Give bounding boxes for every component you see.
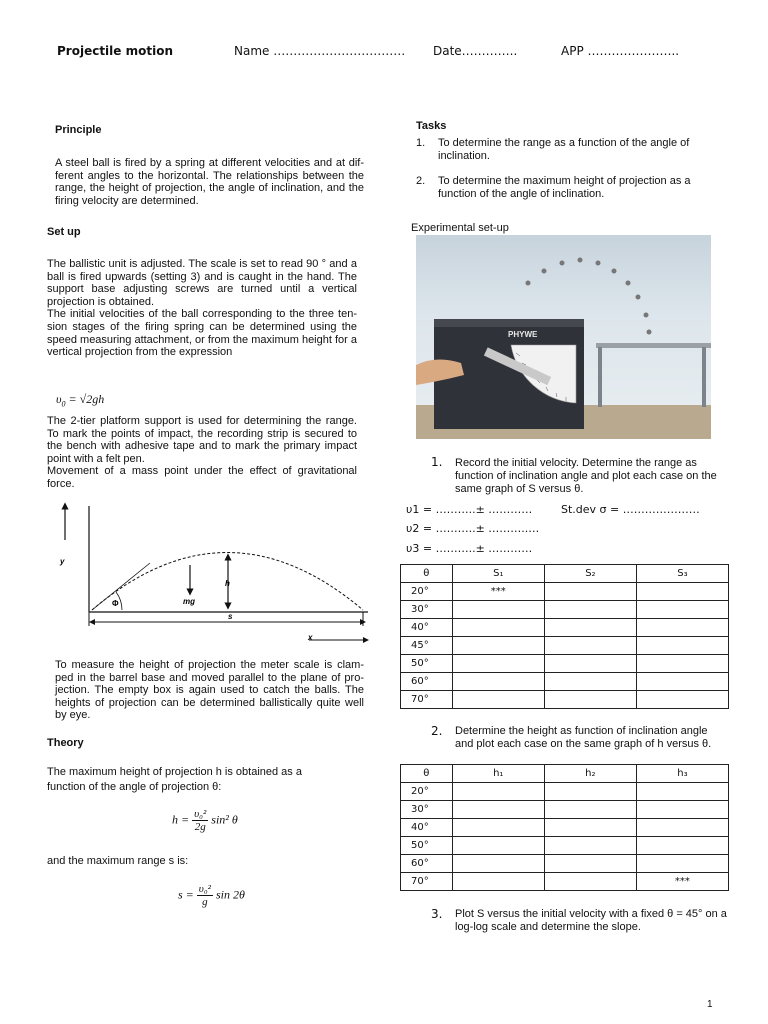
table-cell[interactable]: [636, 655, 728, 673]
setup-paragraph-1: The ballistic unit is adjusted. The scale is set to read 90 ° and a ball is fired upwards (setting 3) and is caught in the hand. The support base adjusting screws are turned until a vertical projection is obtained.: [47, 258, 357, 308]
height-formula-lhs: h =: [172, 812, 190, 827]
table-row: [401, 673, 729, 691]
task-2-text: To determine the maximum height of projection as a function of the angle of inclination.: [438, 175, 691, 200]
angle-cell: 30°: [401, 801, 453, 819]
angle-cell: 50°: [401, 837, 453, 855]
angle-cell: 70°: [401, 873, 453, 891]
table-cell[interactable]: [544, 783, 636, 801]
theory-text: The maximum height of projection h is obtained as a function of the angle of projection θ:: [47, 766, 302, 793]
table-header-cell: h₁: [452, 765, 544, 783]
table-cell[interactable]: ***: [452, 583, 544, 601]
range-table: [400, 564, 729, 709]
table-cell[interactable]: [636, 801, 728, 819]
table-header-cell: h₂: [544, 765, 636, 783]
table-cell[interactable]: [452, 855, 544, 873]
theory-heading: Theory: [47, 737, 84, 749]
table-cell[interactable]: ***: [636, 873, 728, 891]
projectile-diagram: [50, 500, 375, 650]
height-formula-den: 2g: [194, 821, 206, 833]
velocity-1-line: υ1 = ………..± …………: [406, 503, 533, 516]
experimental-setup-photo: [416, 235, 711, 439]
table-header-cell: S₃: [636, 565, 728, 583]
table-cell[interactable]: [544, 837, 636, 855]
question-1-number: 1.: [431, 455, 443, 469]
task-1-number: 1.: [416, 137, 426, 149]
table-cell[interactable]: [544, 691, 636, 709]
task-2-number: 2.: [416, 175, 426, 187]
table-row: [401, 619, 729, 637]
table-header-cell: S₁: [452, 565, 544, 583]
table-cell[interactable]: [636, 601, 728, 619]
range-formula-rhs: sin 2θ: [215, 887, 245, 902]
table-cell[interactable]: [636, 691, 728, 709]
app-field: APP …………………..: [561, 44, 680, 58]
velocity-formula-rhs: = √2gh: [68, 392, 105, 406]
y-label: y: [60, 557, 65, 566]
name-field: Name ……………………………: [234, 44, 406, 58]
x-label: x: [308, 633, 313, 642]
question-2-number: 2.: [431, 724, 443, 738]
table-cell[interactable]: [636, 637, 728, 655]
table-header-cell: θ: [401, 565, 453, 583]
table-row: [401, 783, 729, 801]
table-cell[interactable]: [636, 819, 728, 837]
table-cell[interactable]: [544, 601, 636, 619]
angle-cell: 20°: [401, 783, 453, 801]
table-row: [401, 601, 729, 619]
height-formula-rhs: sin² θ: [211, 812, 238, 827]
table-cell[interactable]: [452, 673, 544, 691]
setup-caption: Experimental set-up: [411, 222, 509, 234]
angle-cell: 20°: [401, 583, 453, 601]
table-cell[interactable]: [452, 837, 544, 855]
table-cell[interactable]: [452, 619, 544, 637]
angle-cell: 40°: [401, 619, 453, 637]
table-cell[interactable]: [452, 783, 544, 801]
question-1-text: Record the initial velocity. Determine the range as function of inclination angle and plot each case on the same graph of S versus θ.: [455, 457, 717, 495]
table-cell[interactable]: [636, 855, 728, 873]
tasks-heading: Tasks: [416, 120, 447, 132]
table-cell[interactable]: [544, 655, 636, 673]
range-formula-lhs: s =: [178, 887, 194, 902]
velocity-3-line: υ3 = ………..± …………: [406, 542, 533, 555]
velocity-formula: [56, 392, 104, 408]
setup-illustration: [416, 235, 711, 439]
table-header-cell: h₃: [636, 765, 728, 783]
table-cell[interactable]: [452, 801, 544, 819]
support-text: [47, 415, 357, 491]
height-formula: [172, 808, 238, 833]
s-label: s: [228, 612, 233, 621]
question-3-number: 3.: [431, 907, 443, 921]
table-cell[interactable]: [544, 619, 636, 637]
principle-text: A steel ball is fired by a spring at different velocities and at dif- ferent angles to the horizontal. The relationships between the range, the height of projection, the angle of inclination, and the firing velocity are determined.: [55, 157, 364, 207]
phywe-brand: PHYWE: [508, 330, 538, 339]
table-cell[interactable]: [544, 637, 636, 655]
setup-heading: Set up: [47, 226, 81, 238]
question-3-text: Plot S versus the initial velocity with a fixed θ = 45° on a log-log scale and determine the slope.: [455, 908, 727, 933]
angle-cell: 60°: [401, 673, 453, 691]
table-cell[interactable]: [452, 873, 544, 891]
table-cell[interactable]: [544, 583, 636, 601]
angle-cell: 45°: [401, 637, 453, 655]
velocity-2-line: υ2 = ………..± ………..…: [406, 522, 540, 535]
table-header-cell: S₂: [544, 565, 636, 583]
table-header-row: [401, 765, 729, 783]
range-intro: and the maximum range s is:: [47, 855, 189, 867]
mg-label: mg: [183, 597, 195, 606]
table-cell[interactable]: [452, 637, 544, 655]
date-field: Date…………..: [433, 44, 518, 58]
table-header-row: [401, 565, 729, 583]
document-title: Projectile motion: [57, 44, 173, 58]
velocity-formula-lhs: υ: [56, 392, 62, 406]
angle-cell: 60°: [401, 855, 453, 873]
height-formula-fraction: [192, 808, 208, 833]
range-formula-fraction: [197, 883, 213, 908]
setup-paragraph-2: The initial velocities of the ball corresponding to the three ten- sion stages of the firing spring can be determined using the speed measuring attachment, or from the maximum height for a vertical projection from the expression: [47, 308, 357, 359]
height-formula-num: υ₀²: [194, 808, 207, 820]
table-cell[interactable]: [636, 837, 728, 855]
table-header-cell: θ: [401, 765, 453, 783]
table-cell[interactable]: [636, 619, 728, 637]
table-cell[interactable]: [452, 655, 544, 673]
table-row: [401, 837, 729, 855]
table-cell[interactable]: [544, 873, 636, 891]
table-cell[interactable]: [636, 583, 728, 601]
h-label: h: [225, 579, 230, 588]
table-row: [401, 691, 729, 709]
setup-text: [47, 258, 357, 359]
range-formula: [178, 883, 245, 908]
table-cell[interactable]: [636, 783, 728, 801]
task-1-text: To determine the range as a function of the angle of inclination.: [438, 137, 690, 162]
velocity-formula-sub: 0: [61, 399, 66, 409]
angle-cell: 50°: [401, 655, 453, 673]
table-row: [401, 855, 729, 873]
table-cell[interactable]: [544, 819, 636, 837]
angle-cell: 70°: [401, 691, 453, 709]
question-2-text: Determine the height as function of inclination angle and plot each case on the same graph of h versus θ.: [455, 725, 712, 750]
table-cell[interactable]: [452, 819, 544, 837]
height-table: [400, 764, 729, 891]
table-cell[interactable]: [544, 855, 636, 873]
range-formula-num: υ₀²: [198, 883, 211, 895]
table-row: [401, 655, 729, 673]
table-cell[interactable]: [544, 673, 636, 691]
angle-cell: 30°: [401, 601, 453, 619]
phi-label: Φ: [112, 599, 119, 608]
page-number: 1: [707, 999, 713, 1010]
table-row: [401, 637, 729, 655]
range-formula-den: g: [202, 896, 208, 908]
stdev-line: St.dev σ = …………………: [561, 503, 700, 516]
table-row: [401, 583, 729, 601]
setup-paragraph-4: Movement of a mass point under the effect of gravitational force.: [47, 465, 357, 490]
table-cell[interactable]: [636, 673, 728, 691]
table-cell[interactable]: [452, 691, 544, 709]
table-row: [401, 801, 729, 819]
principle-heading: Principle: [55, 124, 102, 136]
measure-text: To measure the height of projection the meter scale is clam- ped in the barrel base and moved parallel to the plane of pro- jection. The empty box is again used to catch the balls. The heights of projection can be determined ballistically quite well by eye.: [55, 659, 364, 722]
table-cell[interactable]: [452, 601, 544, 619]
angle-cell: 40°: [401, 819, 453, 837]
table-row: [401, 819, 729, 837]
table-row: [401, 873, 729, 891]
table-cell[interactable]: [544, 801, 636, 819]
setup-paragraph-3: The 2-tier platform support is used for determining the range. To mark the points of impact, the recording strip is secured to the bench with adhesive tape and to mark the primary impact point with a felt pen.: [47, 415, 357, 465]
